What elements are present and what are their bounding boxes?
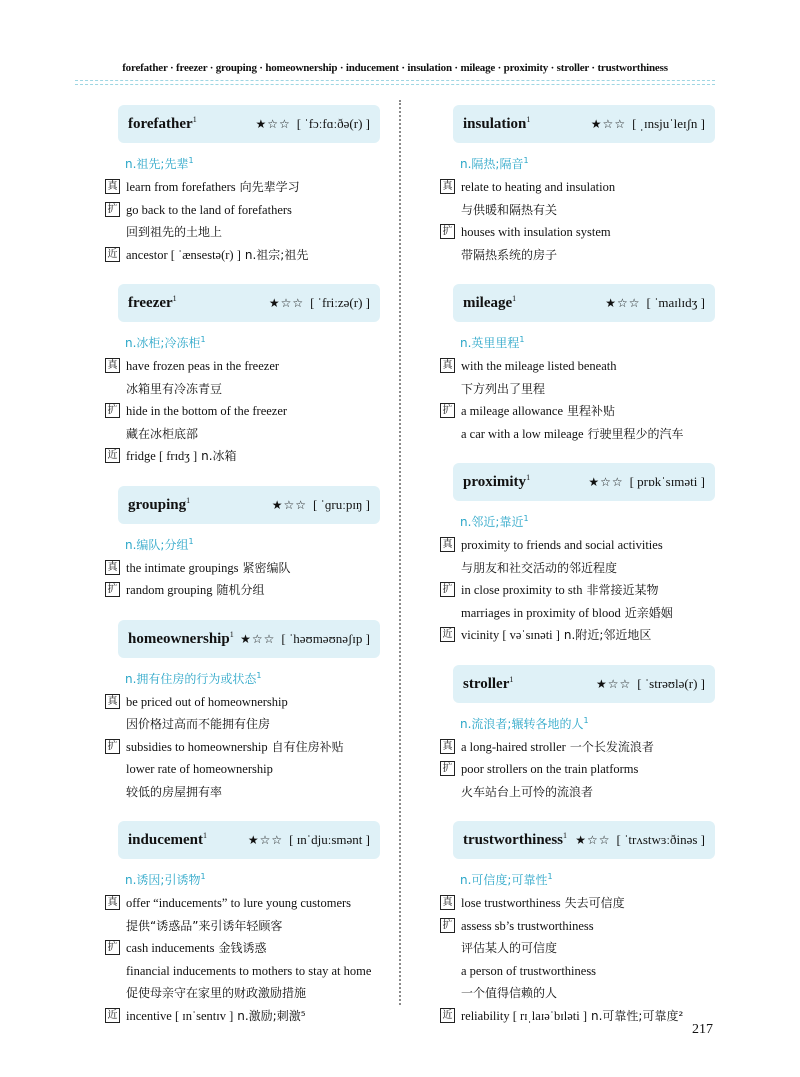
example-content <box>461 534 663 557</box>
headword-sup: 1 <box>192 115 197 124</box>
example-line <box>105 982 380 1005</box>
example-content <box>461 579 659 602</box>
header-rule <box>75 80 715 81</box>
example-en: fridge [ frɪdʒ ] <box>126 449 198 463</box>
tag-badge: 近 <box>105 1008 120 1023</box>
example-zh: 藏在冰柜底部 <box>126 426 199 441</box>
phonetic: [ ˈmaɪlɪdʒ ] <box>646 295 705 310</box>
example-en: assess sb’s trustworthiness <box>461 918 594 933</box>
example-line <box>105 221 380 244</box>
example-line <box>440 221 715 244</box>
example-en: learn from forefathers <box>126 180 236 194</box>
tag-badge: 近 <box>105 448 120 463</box>
headword <box>463 675 513 693</box>
example-en: reliability [ rɪˌlaɪəˈbɪləti ] <box>461 1008 587 1023</box>
example-content <box>126 199 292 222</box>
column-divider <box>399 100 401 1005</box>
example-zh: n.冰箱 <box>201 449 237 463</box>
header-rule <box>75 84 715 85</box>
frequency-stars: ★☆☆ <box>271 497 308 512</box>
example-en: houses with insulation system <box>461 225 611 239</box>
example-line <box>105 378 380 401</box>
headword-box <box>118 620 380 658</box>
definition-text: n.邻近;靠近 <box>460 515 524 529</box>
example-content <box>126 355 279 378</box>
definition-sup: 1 <box>188 156 194 165</box>
example-zh: 行驶里程少的汽车 <box>587 426 684 441</box>
tag-badge: 扩 <box>105 403 120 418</box>
headword-text: mileage <box>463 295 513 311</box>
headword <box>128 630 234 648</box>
example-content <box>126 557 290 580</box>
headword-box <box>118 284 380 322</box>
example-en: proximity to friends and social activities <box>461 538 663 552</box>
example-content <box>461 937 557 960</box>
example-line <box>440 579 715 602</box>
tag-badge: 真 <box>440 179 455 194</box>
phonetic: [ ˈfɔːfɑːðə(r) ] <box>296 116 370 131</box>
example-en: relate to heating and insulation <box>461 180 616 194</box>
definition-sup: 1 <box>256 670 262 680</box>
example-line <box>105 915 380 938</box>
example-line <box>105 176 380 199</box>
example-line <box>440 378 715 401</box>
example-line <box>440 176 715 199</box>
example-content <box>126 736 344 759</box>
definition-sup: 1 <box>547 872 553 881</box>
example-line <box>105 244 380 267</box>
definition-text: n.诱因;引诱物 <box>125 873 201 887</box>
example-line <box>440 758 715 781</box>
example-line <box>105 579 380 602</box>
example-content <box>461 915 594 938</box>
headword-text: trustworthiness <box>463 832 563 848</box>
headword <box>463 115 530 133</box>
example-zh: 促使母亲守在家里的财政激励措施 <box>126 986 307 1000</box>
definition <box>460 513 715 530</box>
headword <box>128 831 207 849</box>
frequency-stars: ★☆☆ <box>268 296 305 310</box>
example-en: have frozen peas in the freezer <box>126 359 280 373</box>
tag-badge: 真 <box>105 694 120 709</box>
example-line <box>440 534 715 557</box>
example-line <box>105 199 380 222</box>
example-en: poor strollers on the train platforms <box>461 762 639 776</box>
example-content <box>126 915 282 938</box>
example-en: go back to the land of forefathers <box>126 202 292 217</box>
example-content <box>126 758 273 781</box>
example-en: random grouping <box>126 583 213 597</box>
example-en: lose trustworthiness <box>461 896 561 910</box>
phonetic: [ ˌɪnsjuˈleɪʃn ] <box>632 116 705 131</box>
example-content <box>126 982 306 1005</box>
headword-sup: 1 <box>526 473 531 482</box>
example-line <box>105 758 380 781</box>
example-content <box>126 221 222 244</box>
vocab-entry <box>440 105 715 266</box>
example-content <box>126 423 198 446</box>
example-zh: 一个长发流浪者 <box>569 739 654 754</box>
example-content <box>126 445 237 468</box>
headword-text: proximity <box>463 474 527 490</box>
left-column <box>105 105 380 1045</box>
tag-badge: 真 <box>440 895 455 910</box>
example-content <box>461 400 615 423</box>
example-zh: 自有住房补贴 <box>271 739 344 754</box>
definition-text: n.祖先;先辈 <box>125 157 189 171</box>
example-content <box>126 378 222 401</box>
tag-badge: 近 <box>440 1008 455 1023</box>
tag-badge: 扩 <box>105 202 120 217</box>
headword-box <box>118 105 380 143</box>
example-line <box>105 892 380 915</box>
tag-badge: 真 <box>440 358 455 373</box>
example-zh: n.可靠性;可靠度² <box>590 1008 684 1023</box>
definition <box>125 670 380 687</box>
vocab-entry <box>105 821 380 1027</box>
page-number: 217 <box>692 1022 713 1037</box>
example-line <box>440 557 715 580</box>
tag-badge: 近 <box>440 627 455 642</box>
example-content <box>126 781 222 804</box>
example-zh: 紧密编队 <box>242 560 291 575</box>
example-en: marriages in proximity of blood <box>461 605 621 620</box>
tag-badge: 扩 <box>440 918 455 933</box>
definition <box>125 155 380 172</box>
example-en: in close proximity to sth <box>461 583 583 597</box>
frequency-stars: ★☆☆ <box>588 475 624 489</box>
tag-badge: 真 <box>105 358 120 373</box>
example-line <box>105 937 380 960</box>
example-en: a car with a low mileage <box>461 426 584 441</box>
phonetic: [ ˈstrəʊlə(r) ] <box>637 675 705 691</box>
example-line <box>105 713 380 736</box>
frequency-stars: ★☆☆ <box>595 676 632 691</box>
frequency-stars: ★☆☆ <box>240 631 276 646</box>
example-en: be priced out of homeownership <box>126 694 288 709</box>
example-content <box>461 244 557 267</box>
definition <box>460 334 715 351</box>
phonetic: [ ˈfriːzə(r) ] <box>310 295 370 310</box>
headword-box <box>453 105 715 143</box>
definition-text: n.可信度;可靠性 <box>460 873 548 887</box>
tag-badge: 扩 <box>105 940 120 955</box>
example-content <box>461 221 611 244</box>
tag-badge: 真 <box>105 560 120 575</box>
example-content <box>461 355 617 378</box>
definition <box>125 871 380 888</box>
example-line <box>440 423 715 446</box>
vocab-entry <box>440 665 715 804</box>
tag-badge: 真 <box>440 739 455 754</box>
headword-sup: 1 <box>186 495 191 505</box>
phonetic: [ prɒkˈsɪməti ] <box>629 474 705 489</box>
example-en: ancestor [ ˈænsestə(r) ] <box>126 247 241 262</box>
example-zh: 里程补贴 <box>567 404 616 418</box>
example-content <box>461 602 673 625</box>
example-line <box>105 355 380 378</box>
example-line <box>440 915 715 938</box>
example-zh: 向先辈学习 <box>239 180 300 194</box>
example-line <box>105 960 380 983</box>
headword-box <box>453 284 715 322</box>
tag-badge: 近 <box>105 247 120 262</box>
example-zh: 与供暖和隔热有关 <box>461 202 558 217</box>
example-zh: 一个值得信赖的人 <box>461 986 558 1000</box>
vocab-entry <box>440 821 715 1027</box>
headword-sup: 1 <box>509 674 514 684</box>
example-line <box>105 691 380 714</box>
headword <box>128 294 177 312</box>
tag-badge: 真 <box>440 537 455 552</box>
frequency-stars: ★☆☆ <box>247 833 284 847</box>
example-zh: 冰箱里有冷冻青豆 <box>126 381 223 396</box>
example-en: incentive [ ɪnˈsentɪv ] <box>126 1008 234 1023</box>
tag-badge: 扩 <box>440 761 455 776</box>
headword-text: inducement <box>128 832 203 848</box>
headword-text: stroller <box>463 675 510 692</box>
example-content <box>126 713 270 736</box>
example-zh: 下方列出了里程 <box>461 381 546 396</box>
tag-badge: 扩 <box>105 739 120 754</box>
headword-sup: 1 <box>229 629 234 639</box>
definition <box>125 536 380 553</box>
definition <box>460 155 715 172</box>
example-line <box>105 781 380 804</box>
example-line <box>440 1005 715 1028</box>
example-content <box>126 244 308 267</box>
example-zh: n.附近;邻近地区 <box>563 628 652 642</box>
example-en: cash inducements <box>126 941 215 955</box>
example-line <box>440 624 715 647</box>
definition-sup: 1 <box>583 715 589 725</box>
headword-text: homeownership <box>128 630 230 647</box>
example-en: the intimate groupings <box>126 560 239 575</box>
right-column <box>440 105 715 1045</box>
headword-box <box>453 463 715 501</box>
example-zh: 金钱诱惑 <box>218 941 267 955</box>
example-en: a long-haired stroller <box>461 739 566 754</box>
headword-text: insulation <box>463 116 527 132</box>
tag-badge: 真 <box>105 179 120 194</box>
definition <box>460 715 715 732</box>
tag-badge: 扩 <box>440 224 455 239</box>
example-en: financial inducements to mothers to stay at home <box>126 963 372 978</box>
example-line <box>440 937 715 960</box>
frequency-stars: ★☆☆ <box>255 117 291 131</box>
headword-sup: 1 <box>172 294 177 303</box>
headword-box <box>118 821 380 859</box>
example-content <box>126 691 288 714</box>
frequency-stars: ★☆☆ <box>605 296 641 310</box>
example-content <box>461 982 557 1005</box>
definition-text: n.编队;分组 <box>125 537 189 552</box>
definition-sup: 1 <box>519 335 525 344</box>
definition-text: n.英里里程 <box>460 336 520 350</box>
example-en: lower rate of homeownership <box>126 762 273 776</box>
definition-text: n.冰柜;冷冻柜 <box>125 336 201 350</box>
example-zh: 因价格过高而不能拥有住房 <box>126 717 271 731</box>
definition <box>125 334 380 351</box>
example-zh: 与朋友和社交活动的邻近程度 <box>461 560 618 575</box>
example-zh: 评估某人的可信度 <box>461 941 558 955</box>
example-line <box>440 244 715 267</box>
phonetic: [ ɪnˈdjuːsmənt ] <box>289 832 370 847</box>
example-zh: n.激励;刺激⁵ <box>237 1008 306 1023</box>
headword <box>128 496 190 514</box>
definition-sup: 1 <box>200 872 206 881</box>
vocab-entry <box>105 284 380 468</box>
example-content <box>461 1005 683 1028</box>
example-line <box>440 960 715 983</box>
headword-box <box>453 821 715 859</box>
example-content <box>126 176 300 199</box>
example-zh: 失去可信度 <box>564 896 625 910</box>
tag-badge: 扩 <box>440 403 455 418</box>
example-zh: 较低的房屋拥有率 <box>126 784 223 799</box>
example-line <box>440 355 715 378</box>
example-content <box>461 758 638 781</box>
example-zh: 随机分组 <box>216 583 265 597</box>
headword-text: freezer <box>128 295 173 311</box>
example-zh: n.祖宗;祖先 <box>244 247 309 262</box>
example-line <box>105 400 380 423</box>
example-line <box>105 445 380 468</box>
example-content <box>461 378 545 401</box>
headword-sup: 1 <box>512 294 517 303</box>
headword-sup: 1 <box>203 831 207 840</box>
headword <box>463 831 567 849</box>
example-content <box>461 960 596 983</box>
example-content <box>461 624 651 647</box>
example-zh: 回到祖先的土地上 <box>126 225 223 239</box>
running-header: forefather · freezer · grouping · homeownership · inducement · insulation · mileage · proximity · stroller · trustworthiness <box>122 62 668 74</box>
definition-text: n.流浪者;辗转各地的人 <box>460 716 584 731</box>
phonetic: [ ˈtrʌstwɜːðinəs ] <box>616 832 705 847</box>
example-en: vicinity [ vəˈsɪnəti ] <box>461 628 560 642</box>
definition <box>460 871 715 888</box>
headword <box>463 294 516 312</box>
example-line <box>440 892 715 915</box>
example-line <box>105 1005 380 1028</box>
example-content <box>126 1005 306 1028</box>
vocab-entry <box>105 486 380 602</box>
headword-sup: 1 <box>563 831 567 840</box>
example-en: hide in the bottom of the freezer <box>126 404 288 418</box>
example-content <box>461 736 654 759</box>
example-content <box>461 892 625 915</box>
headword-sup: 1 <box>526 115 531 124</box>
frequency-stars: ★☆☆ <box>590 117 627 131</box>
example-content <box>126 400 287 423</box>
example-content <box>461 557 617 580</box>
example-en: offer “inducements” to lure young customers <box>126 896 352 910</box>
example-en: subsidies to homeownership <box>126 739 268 754</box>
phonetic: [ ˈɡruːpɪŋ ] <box>313 496 370 512</box>
example-content <box>461 199 557 222</box>
example-line <box>440 602 715 625</box>
example-en: a mileage allowance <box>461 404 564 418</box>
example-zh: 提供“诱惑品”来引诱年轻顾客 <box>126 918 283 933</box>
example-line <box>440 781 715 804</box>
example-line <box>440 199 715 222</box>
example-en: a person of trustworthiness <box>461 963 597 978</box>
tag-badge: 真 <box>105 895 120 910</box>
vocab-entry <box>105 620 380 804</box>
vocab-entry <box>440 463 715 647</box>
example-content <box>126 937 267 960</box>
vocab-entry <box>105 105 380 266</box>
headword-box <box>118 486 380 524</box>
definition-sup: 1 <box>188 536 194 546</box>
example-line <box>440 736 715 759</box>
tag-badge: 扩 <box>440 582 455 597</box>
tag-badge: 扩 <box>105 582 120 597</box>
example-content <box>461 176 615 199</box>
example-zh: 火车站台上可怜的流浪者 <box>461 784 594 799</box>
example-line <box>105 736 380 759</box>
headword-text: forefather <box>128 116 193 132</box>
phonetic: [ ˈhəʊməʊnəʃɪp ] <box>281 630 370 646</box>
headword <box>463 473 530 491</box>
example-content <box>126 579 264 602</box>
frequency-stars: ★☆☆ <box>575 833 611 847</box>
example-content <box>461 423 684 446</box>
example-zh: 带隔热系统的房子 <box>461 247 558 262</box>
headword-text: grouping <box>128 496 187 513</box>
definition-sup: 1 <box>523 514 529 523</box>
vocab-entry <box>440 284 715 445</box>
definition-sup: 1 <box>200 335 206 344</box>
example-line <box>440 400 715 423</box>
definition-text: n.隔热;隔音 <box>460 157 524 171</box>
example-content <box>126 960 371 983</box>
example-line <box>440 982 715 1005</box>
headword <box>128 115 197 133</box>
example-en: with the mileage listed beneath <box>461 359 617 373</box>
example-zh: 非常接近某物 <box>586 583 659 597</box>
example-zh: 近亲婚姻 <box>624 605 673 620</box>
definition-text: n.拥有住房的行为或状态 <box>125 671 257 686</box>
example-content <box>461 781 593 804</box>
example-line <box>105 557 380 580</box>
example-content <box>126 892 351 915</box>
headword-box <box>453 665 715 703</box>
definition-sup: 1 <box>523 156 529 165</box>
example-line <box>105 423 380 446</box>
